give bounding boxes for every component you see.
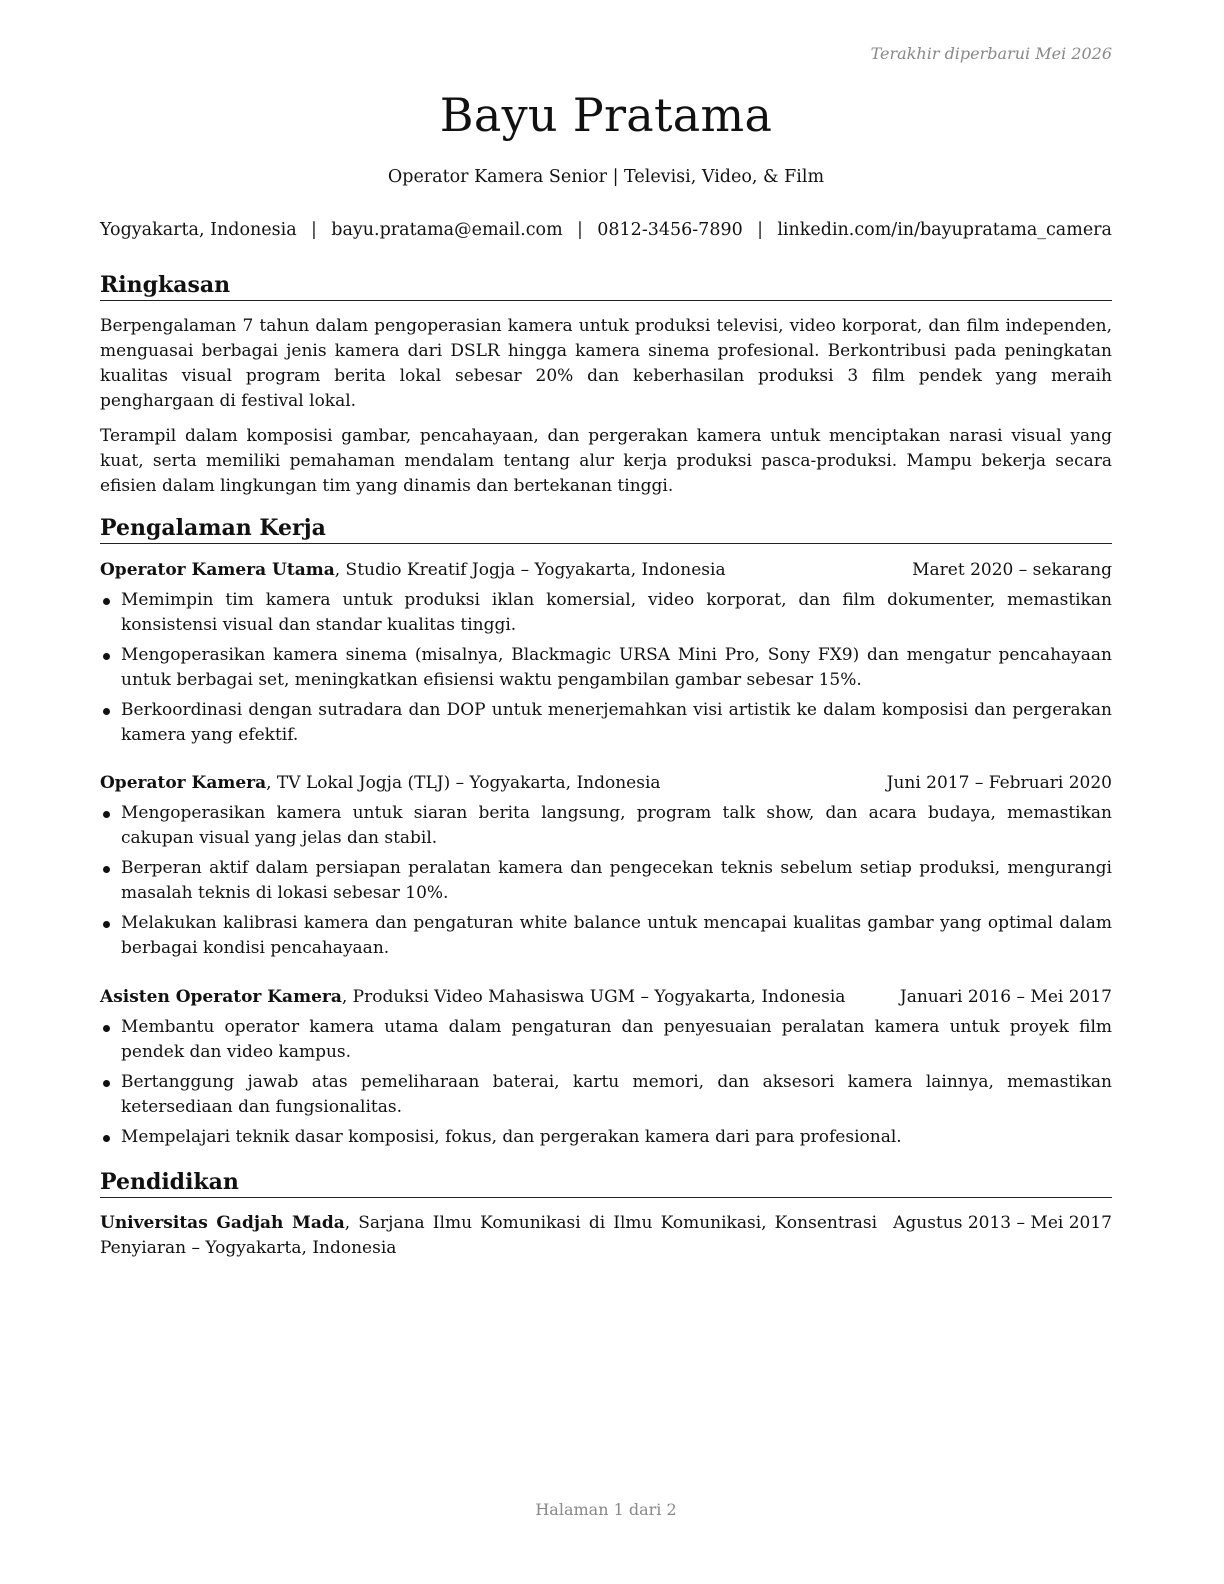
job-role: Operator Kamera bbox=[100, 773, 267, 793]
summary-paragraph-2: Terampil dalam komposisi gambar, pencahayaan, dan pergerakan kamera untuk menciptakan narasi visual yang kuat, serta memiliki pemahaman mendalam tentang alur kerja produksi pasca-produksi. Mampu bekerja secara efisien dalam lingkungan tim yang dinamis dan bertekanan tinggi. bbox=[100, 426, 1112, 496]
job-title-line bbox=[100, 985, 845, 1010]
job-role: Asisten Operator Kamera bbox=[100, 987, 342, 1007]
job-entry bbox=[100, 985, 1112, 1155]
section-title-experience: Pengalaman Kerja bbox=[100, 515, 1112, 544]
contact-separator: | bbox=[311, 220, 317, 240]
job-title-line bbox=[100, 558, 726, 583]
job-bullets bbox=[100, 1015, 1112, 1150]
contact-location: Yogyakarta, Indonesia bbox=[100, 220, 297, 240]
contact-phone[interactable]: 0812-3456-7890 bbox=[597, 220, 743, 240]
education-dates: Agustus 2013 – Mei 2017 bbox=[893, 1213, 1112, 1233]
job-organization: , Produksi Video Mahasiswa UGM – Yogyakarta, Indonesia bbox=[341, 987, 846, 1007]
contact-separator: | bbox=[577, 220, 583, 240]
education-entry bbox=[100, 1211, 1112, 1261]
section-title-summary: Ringkasan bbox=[100, 272, 1112, 301]
contact-line bbox=[100, 220, 1112, 240]
bullet-item: Membantu operator kamera utama dalam pengaturan dan penyesuaian peralatan kamera untuk proyek film pendek dan video kampus. bbox=[100, 1015, 1112, 1065]
bullet-item: Berperan aktif dalam persiapan peralatan kamera dan pengecekan teknis sebelum setiap produksi, mengurangi masalah teknis di lokasi sebesar 10%. bbox=[100, 856, 1112, 906]
resume-page bbox=[100, 0, 1112, 1584]
page-number: Halaman 1 dari 2 bbox=[535, 1500, 677, 1519]
job-dates: Januari 2016 – Mei 2017 bbox=[899, 987, 1112, 1007]
contact-email[interactable]: bayu.pratama@email.com bbox=[331, 220, 563, 240]
bullet-item: Bertanggung jawab atas pemeliharaan baterai, kartu memori, dan aksesori kamera lainnya, memastikan ketersediaan dan fungsionalitas. bbox=[100, 1070, 1112, 1120]
bullet-item: Mengoperasikan kamera sinema (misalnya, Blackmagic URSA Mini Pro, Sony FX9) dan mengatur pencahayaan untuk berbagai set, meningkatkan efisiensi waktu pengambilan gambar sebesar 15%. bbox=[100, 643, 1112, 693]
summary-paragraph-1: Berpengalaman 7 tahun dalam pengoperasian kamera untuk produksi televisi, video korporat, dan film independen, menguasai berbagai jenis kamera dari DSLR hingga kamera sinema profesional. Berkontribusi pada peningkatan kualitas visual program berita lokal sebesar 20% dan keberhasilan produksi 3 film pendek yang meraih penghargaan di festival lokal. bbox=[100, 316, 1112, 411]
job-dates: Maret 2020 – sekarang bbox=[912, 560, 1112, 580]
contact-linkedin[interactable]: linkedin.com/in/bayupratama_camera bbox=[777, 220, 1112, 240]
job-organization: , TV Lokal Jogja (TLJ) – Yogyakarta, Indonesia bbox=[266, 773, 661, 793]
last-updated-note: Terakhir diperbarui Mei 2026 bbox=[870, 44, 1112, 63]
job-header bbox=[100, 985, 1112, 1010]
bullet-item: Berkoordinasi dengan sutradara dan DOP untuk menerjemahkan visi artistik ke dalam komposisi dan pergerakan kamera yang efektif. bbox=[100, 698, 1112, 748]
job-bullets bbox=[100, 588, 1112, 748]
education-detail: , Sarjana Ilmu Komunikasi di Ilmu Komunikasi, Konsentrasi Penyiaran – Yogyakarta, Indonesia bbox=[100, 1213, 878, 1258]
job-entry bbox=[100, 771, 1112, 966]
job-header bbox=[100, 558, 1112, 583]
education-school: Universitas Gadjah Mada bbox=[100, 1213, 345, 1233]
job-role: Operator Kamera Utama bbox=[100, 560, 335, 580]
bullet-item: Mempelajari teknik dasar komposisi, fokus, dan pergerakan kamera dari para profesional. bbox=[100, 1125, 1112, 1150]
section-title-education: Pendidikan bbox=[100, 1169, 1112, 1198]
bullet-item: Mengoperasikan kamera untuk siaran berita langsung, program talk show, dan acara budaya, memastikan cakupan visual yang jelas dan stabil. bbox=[100, 801, 1112, 851]
contact-separator: | bbox=[757, 220, 763, 240]
job-entry bbox=[100, 558, 1112, 753]
job-organization: , Studio Kreatif Jogja – Yogyakarta, Indonesia bbox=[334, 560, 726, 580]
bullet-item: Melakukan kalibrasi kamera dan pengaturan white balance untuk mencapai kualitas gambar yang optimal dalam berbagai kondisi pencahayaan. bbox=[100, 911, 1112, 961]
candidate-name: Bayu Pratama bbox=[439, 88, 773, 142]
job-dates: Juni 2017 – Februari 2020 bbox=[886, 773, 1112, 793]
bullet-item: Memimpin tim kamera untuk produksi iklan komersial, video korporat, dan film dokumenter, memastikan konsistensi visual dan standar kualitas tinggi. bbox=[100, 588, 1112, 638]
headline: Operator Kamera Senior | Televisi, Video, & Film bbox=[387, 167, 825, 187]
job-bullets bbox=[100, 801, 1112, 961]
job-title-line bbox=[100, 771, 661, 796]
job-header bbox=[100, 771, 1112, 796]
